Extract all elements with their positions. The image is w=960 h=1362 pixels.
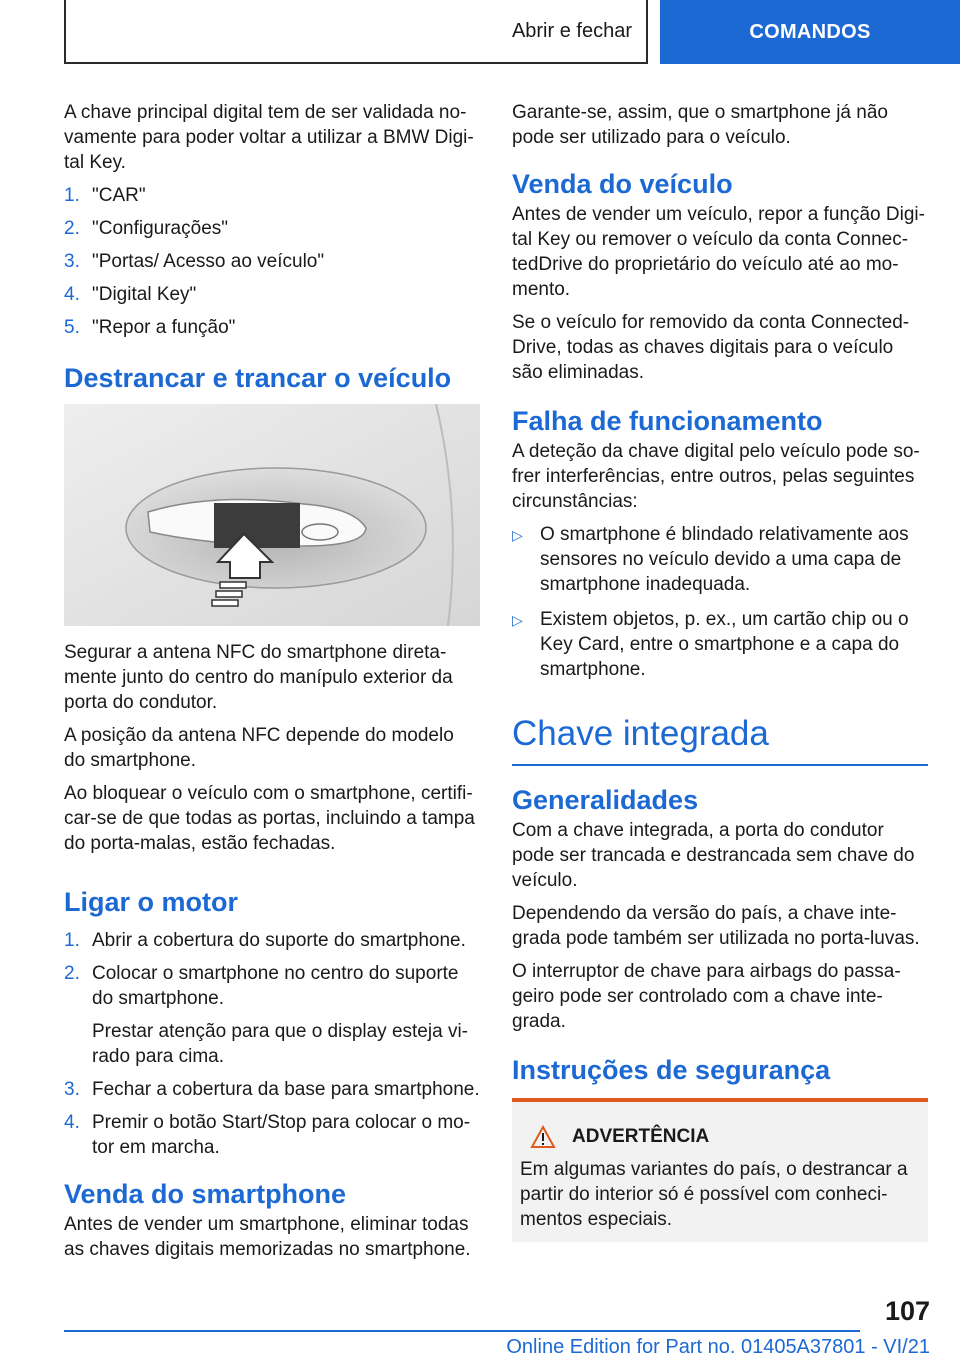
step-text: "Digital Key" (92, 284, 197, 305)
reset-steps-list (64, 183, 480, 340)
sale-phone-paragraph: Antes de vender um smartphone, eliminar todas as chaves digitais memorizadas no smartphone. (64, 1214, 471, 1260)
sale-vehicle-heading: Venda do veículo (512, 169, 733, 199)
header-section-label: Abrir e fechar (511, 19, 632, 42)
step-number: 5. (64, 317, 80, 338)
footer-edition: Online Edition for Part no. 01405A37801 - VI/21 (506, 1336, 930, 1358)
malfunction-paragraph: A deteção da chave digital pelo veículo pode sofrer interferências, entre outros, pelas seguintes circunstâncias: (512, 441, 920, 512)
engine-steps-list (64, 928, 480, 1160)
arrow-stripe (216, 591, 242, 597)
warning-text: Em algumas variantes do país, o destrancar a partir do interior só é possível com conhecimentos especiais. (520, 1159, 908, 1230)
unlock-paragraph-2: A posição da antena NFC depende do modelo do smartphone. (64, 725, 454, 771)
malfunction-heading: Falha de funcionamento (512, 406, 823, 436)
step-number: 3. (64, 1079, 80, 1100)
step-number: 2. (64, 963, 80, 984)
step-number: 1. (64, 930, 80, 951)
step-text: "CAR" (92, 185, 146, 206)
arrow-stripe (220, 582, 246, 588)
list-item (64, 928, 480, 953)
sale-phone-heading: Venda do smartphone (64, 1179, 347, 1209)
right-column (512, 100, 928, 1242)
step-body (92, 961, 480, 1069)
list-item (64, 249, 480, 274)
bullet-triangle-icon: ▷ (512, 612, 523, 628)
list-item (512, 607, 928, 682)
step-number: 4. (64, 1112, 80, 1133)
sale-vehicle-paragraph-2: Se o veículo for removido da conta ConnectedDrive, todas as chaves digitais para o veículo são eliminadas. (512, 312, 910, 383)
step-text: Abrir a cobertura do suporte do smartphone. (92, 930, 466, 951)
bullet-text: Existem objetos, p. ex., um cartão chip ou o Key Card, entre o smartphone e a capa do smartphone. (540, 609, 909, 680)
sale-vehicle-paragraph-1: Antes de vender um veículo, repor a função Digital Key ou remover o veículo da conta ConnectedDrive do proprietário do veículo até ao momento. (512, 204, 925, 300)
header-section-tab (64, 0, 648, 64)
list-item (64, 961, 480, 1069)
header-chapter-tab (660, 0, 960, 64)
step-text: "Configurações" (92, 218, 229, 239)
footer-divider (64, 1330, 860, 1332)
intro-paragraph: A chave principal digital tem de ser validada novamente para poder voltar a utilizar a BMW Digital Key. (64, 102, 474, 173)
general-heading: Generalidades (512, 785, 699, 815)
continued-paragraph: Garante-se, assim, que o smartphone já não pode ser utilizado para o veículo. (512, 102, 888, 148)
page-number: 107 (884, 1296, 930, 1326)
warning-title: ADVERTÊNCIA (572, 1126, 710, 1147)
header-chapter-label: COMANDOS (749, 20, 871, 43)
list-item (64, 1077, 480, 1102)
step-number: 1. (64, 185, 80, 206)
bullet-triangle-icon: ▷ (512, 527, 523, 543)
list-item (64, 282, 480, 307)
nfc-antenna-area (214, 503, 300, 548)
list-item (64, 315, 480, 340)
arrow-stripe (212, 600, 238, 606)
list-item (64, 1110, 480, 1160)
bullet-text: O smartphone é blindado relativamente aos sensores no veículo devido a uma capa de smartphone inadequada. (540, 524, 909, 595)
step-text: "Portas/ Acesso ao veículo" (92, 251, 325, 272)
step-note: Prestar atenção para que o display esteja virado para cima. (92, 1021, 468, 1067)
step-number: 3. (64, 251, 80, 272)
safety-heading: Instruções de segurança (512, 1055, 831, 1085)
step-text: "Repor a função" (92, 317, 236, 338)
integrated-key-paragraph-3: O interruptor de chave para airbags do passageiro pode ser controlado com a chave integrada. (512, 961, 901, 1032)
warning-triangle-icon (530, 1125, 556, 1149)
warning-title-row (520, 1124, 918, 1149)
unlock-paragraph-3: Ao bloquear o veículo com o smartphone, certificar-se de que todas as portas, incluindo a tampa do porta-malas, estão fechadas. (64, 783, 475, 854)
step-number: 2. (64, 218, 80, 239)
step-number: 4. (64, 284, 80, 305)
unlock-paragraph-1: Segurar a antena NFC do smartphone diretamente junto do centro do manípulo exterior da porta do condutor. (64, 642, 453, 713)
list-item (512, 522, 928, 597)
list-item (64, 216, 480, 241)
malfunction-list (512, 522, 928, 682)
step-text: Fechar a cobertura da base para smartphone. (92, 1079, 480, 1100)
integrated-key-title: Chave integrada (512, 712, 928, 766)
step-text: Premir o botão Start/Stop para colocar o motor em marcha. (92, 1112, 471, 1158)
warning-box (512, 1098, 928, 1242)
left-column (64, 100, 480, 1270)
integrated-key-paragraph-1: Com a chave integrada, a porta do condutor pode ser trancada e destrancada sem chave do veículo. (512, 820, 915, 891)
integrated-key-paragraph-2: Dependendo da versão do país, a chave integrada pode também ser utilizada no porta-luvas. (512, 903, 920, 949)
step-text: Colocar o smartphone no centro do suporte do smartphone. (92, 963, 459, 1009)
unlock-heading: Destrancar e trancar o veículo (64, 363, 452, 393)
door-handle-nfc-illustration (64, 404, 480, 626)
engine-heading: Ligar o motor (64, 887, 238, 917)
list-item (64, 183, 480, 208)
